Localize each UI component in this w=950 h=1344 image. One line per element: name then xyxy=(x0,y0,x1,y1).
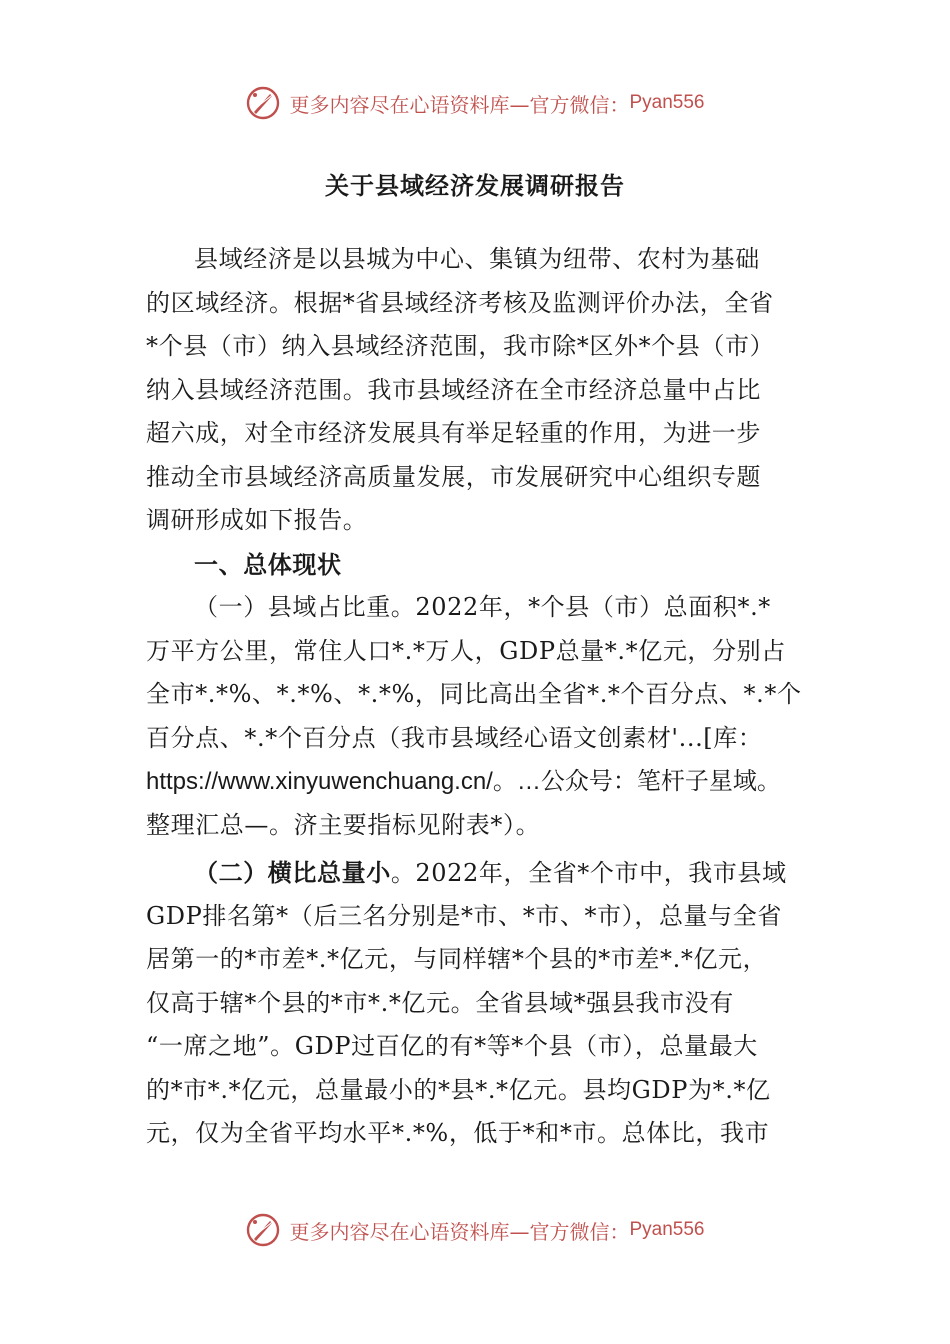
paragraph-line: GDP排名第*（后三名分别是*市、*市、*市），总量与全省 xyxy=(146,901,782,930)
paragraph-line: 调研形成如下报告。 xyxy=(146,506,368,534)
banner-wechat-id: Pyan556 xyxy=(629,92,705,113)
paragraph-text: 。2022年，全省*个市中，我市县域 xyxy=(390,859,787,887)
paragraph-line: 纳入县域经济范围。我市县域经济在全市经济总量中占比 xyxy=(146,375,761,404)
paragraph-line: 推动全市县域经济高质量发展，市发展研究中心组织专题 xyxy=(146,462,761,491)
paragraph-line: 整理汇总—。济主要指标见附表*）。 xyxy=(146,810,541,839)
paragraph-line: “一席之地”。GDP过百亿的有*等*个县（市），总量最大 xyxy=(146,1032,758,1060)
subsection-label: （二）横比总量小 xyxy=(194,858,391,887)
banner-text: 更多内容尽在心语资料库—官方微信： xyxy=(289,1219,630,1244)
paragraph-line: *个县（市）纳入县域经济范围，我市除*区外*个县（市） xyxy=(146,332,775,360)
paragraph-line: 超六成，对全市经济发展具有举足轻重的作用，为进一步 xyxy=(146,419,761,447)
section-heading: 一、总体现状 xyxy=(194,549,342,579)
url-line: https://www.xinyuwenchuang.cn/。…公众号：笔杆子星域。 xyxy=(146,768,781,795)
paragraph-line: 居第一的*市差*.*亿元，与同样辖*个县的*市差*.*亿元， xyxy=(146,945,768,973)
paragraph-line: 元，仅为全省平均水平*.*%，低于*和*市。总体比，我市 xyxy=(146,1119,770,1147)
paragraph-line: 的区域经济。根据*省县域经济考核及监测评价办法，全省 xyxy=(146,288,774,317)
header-watermark xyxy=(0,78,950,128)
paragraph-line: （一）县域占比重。2022年，*个县（市）总面积*.* xyxy=(194,593,771,621)
quill-logo-icon xyxy=(245,85,281,121)
paragraph-line: 全市*.*%、*.*%、*.*%，同比高出全省*.*个百分点、*.*个 xyxy=(146,680,802,708)
banner-text: 更多内容尽在心语资料库—官方微信： xyxy=(289,92,630,117)
footer-watermark xyxy=(0,1205,950,1255)
paragraph-line: 万平方公里，常住人口*.*万人，GDP总量*.*亿元，分别占 xyxy=(146,636,786,665)
quill-logo-icon xyxy=(245,1212,281,1248)
paragraph-line: 的*市*.*亿元，总量最小的*县*.*亿元。县均GDP为*.*亿 xyxy=(146,1075,771,1104)
paragraph-line: 百分点、*.*个百分点（我市县域经心语文创素材'...[库： xyxy=(146,723,763,752)
document-title: 关于县域经济发展调研报告 xyxy=(325,171,625,200)
paragraph-line: 仅高于辖*个县的*市*.*亿元。全省县域*强县我市没有 xyxy=(146,988,734,1017)
document-body xyxy=(146,238,806,1156)
banner-wechat-id: Pyan556 xyxy=(629,1219,705,1240)
paragraph-line xyxy=(146,851,806,895)
paragraph-line: 县域经济是以县城为中心、集镇为纽带、农村为基础 xyxy=(194,245,760,273)
